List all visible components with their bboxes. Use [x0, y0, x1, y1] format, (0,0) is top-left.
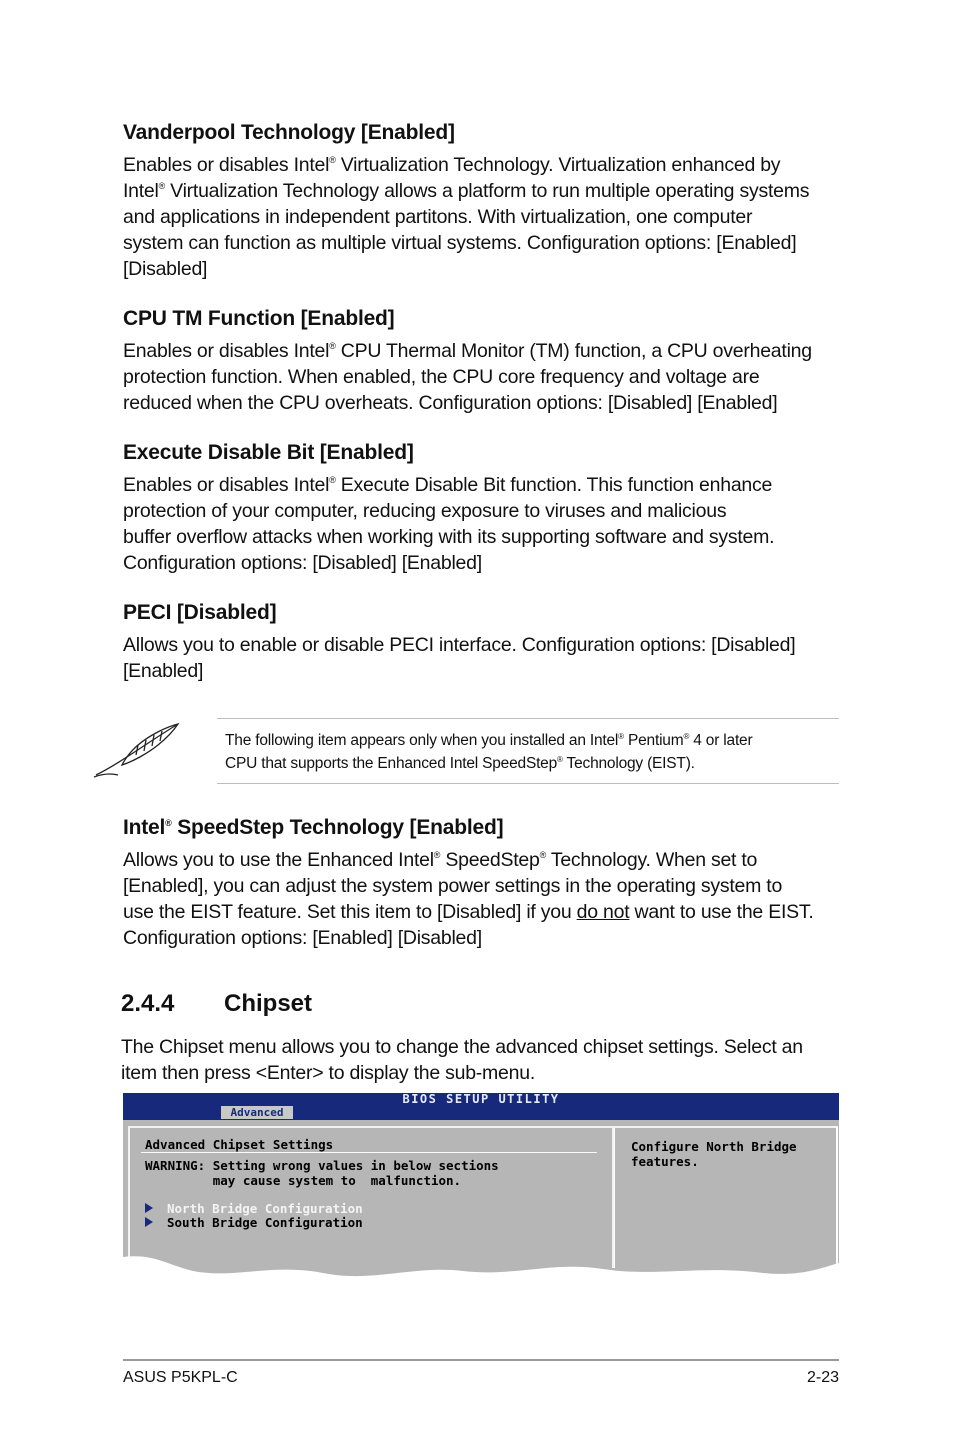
underlined-do-not: do not [576, 901, 630, 923]
section-heading: Intel® SpeedStep Technology [Enabled] [123, 816, 504, 839]
section-body: Enables or disables Intel® CPU Thermal Monitor (TM) function, a CPU overheating protection function. When enabled, the CPU core frequency and voltage are reduced when the CPU overheats. Configuration options: [Disabled] [Enabled] [123, 340, 812, 414]
section-heading: PECI [Disabled] [123, 601, 277, 624]
arrow-right-icon [145, 1217, 153, 1227]
torn-edge [123, 1243, 839, 1278]
note-box [217, 718, 839, 784]
section-heading: Vanderpool Technology [Enabled] [123, 121, 455, 144]
chapter-heading [121, 989, 312, 1019]
bios-divider [141, 1152, 597, 1153]
bios-item-south-bridge[interactable]: South Bridge Configuration [145, 1215, 363, 1230]
section-execute-disable-bit [123, 440, 843, 576]
bios-tab-advanced[interactable]: Advanced [221, 1106, 293, 1119]
section-peci [123, 600, 843, 684]
section-heading: CPU TM Function [Enabled] [123, 307, 395, 330]
section-vanderpool [123, 120, 843, 282]
bios-screenshot [123, 1093, 839, 1278]
chapter-number: 2.4.4 [121, 990, 175, 1017]
bios-item-north-bridge[interactable]: North Bridge Configuration [145, 1201, 363, 1216]
bios-help-text: Configure North Bridge features. [631, 1139, 797, 1169]
arrow-right-icon [145, 1203, 153, 1213]
note-text: The following item appears only when you installed an Intel® Pentium® 4 or later CPU that supports the Enhanced Intel SpeedStep® Technology (EIST). [225, 732, 753, 772]
bios-section-title: Advanced Chipset Settings [145, 1137, 334, 1152]
bios-title: BIOS SETUP UTILITY [402, 1093, 560, 1106]
bios-warning: WARNING: Setting wrong values in below sections may cause system to malfunction. [145, 1158, 499, 1188]
chapter-intro: The Chipset menu allows you to change the advanced chipset settings. Select an item then press <Enter> to display the sub-menu. [121, 1036, 803, 1084]
quill-note-icon [92, 721, 182, 779]
chapter-title: Chipset [224, 990, 313, 1017]
bios-title-bar [123, 1093, 839, 1120]
section-body: Enables or disables Intel® Virtualization Technology. Virtualization enhanced by Intel® Virtualization Technology allows a platform to run multiple operating systems and applications in independent partitons. With virtualization, one computer system can function as multiple virtual systems. Configuration options: [Enabled] [Disabled] [123, 154, 810, 280]
section-speedstep [123, 815, 843, 951]
section-cpu-tm [123, 306, 843, 416]
section-heading: Execute Disable Bit [Enabled] [123, 441, 414, 464]
footer-page-number: 2-23 [806, 1369, 839, 1386]
footer-rule [123, 1359, 839, 1361]
section-body: Enables or disables Intel® Execute Disable Bit function. This function enhance protection of your computer, reducing exposure to viruses and malicious buffer overflow attacks when working with its supporting software and system. Configuration options: [Disabled] [Enabled] [123, 474, 775, 574]
footer-product: ASUS P5KPL-C [123, 1369, 238, 1386]
section-body: Allows you to use the Enhanced Intel® SpeedStep® Technology. When set to [Enabled], you can adjust the system power settings in the operating system to use the EIST feature. Set this item to [Disabled] if you do not want to use the EIST. Configuration options: [Enabled] [Disabled] [123, 849, 814, 949]
section-body: Allows you to enable or disable PECI interface. Configuration options: [Disabled] [Enabled] [123, 634, 796, 682]
